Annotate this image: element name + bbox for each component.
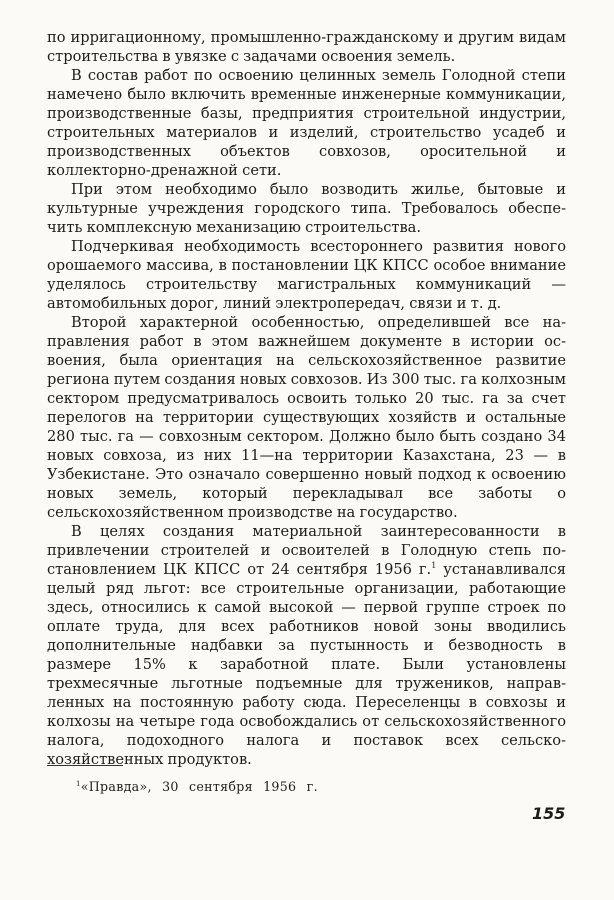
footnote-text: «Правда», 30 сентября 1956 г. <box>80 779 318 794</box>
paragraph-4: Подчеркивая необходимость всестороннего развития нового орошаемого массива, в постановлении ЦК КПСС особое внимание уделялось строительству магистральных коммуникаций — автомобильных дорог, линий электропередач, связи и т. д. <box>47 238 566 312</box>
page-number: 155 <box>532 804 566 823</box>
paragraph-6 <box>47 522 566 769</box>
paragraph-5: Второй характерной особенностью, определившей все направления работ в этом важнейшем документе в истории освоения, была ориентация на сельскохозяйственное развитие региона путем создания новых совхозов. Из 300 тыс. га колхозным сектором предусматривалось освоить только 20 тыс. га за счет перелогов на территории существующих хозяйств и остальные 280 тыс. га — совхозным сектором. Должно было быть создано 34 новых совхоза, из них 11—на территории Казахстана, 23 — в Узбекистане. Это означало совершенно новый подход к освоению новых земель, который перекладывал все заботы о сельскохозяйственном производстве на государство. <box>47 314 566 521</box>
body-text <box>47 28 566 769</box>
paragraph-6-part-1: В целях создания материальной заинтересованности в привлечении строителей и освоителей в Голодную степь постановлением ЦК КПСС от 24 сентября 1956 г. <box>47 523 566 578</box>
paragraph-6-part-2: устанавливался целый ряд льгот: все строительные организации, работающие здесь, относились к самой высокой — первой группе строек по оплате труда, для всех работников новой зоны вводились дополнительные надбавки за пустынность и безводность в размере 15% к заработной плате. Были установлены трехмесячные льготные подъемные для тружеников, направленных на постоянную работу сюда. Переселенцы в совхозы и колхозы на четыре года освобождались от сельскохозяйственного налога, подоходного налога и поставок всех сельскохозяйственных продуктов. <box>47 561 566 768</box>
paragraph-1: по ирригационному, промышленно-гражданскому и другим видам строительства в увязке с задачами освоения земель. <box>47 29 566 65</box>
paragraph-3: При этом необходимо было возводить жилье, бытовые и культурные учреждения городского типа. Требовалось обеспечить комплексную механизацию строительства. <box>47 181 566 236</box>
footnote-reference: 1 <box>431 561 437 571</box>
paragraph-2: В состав работ по освоению целинных земель Голодной степи намечено было включить временные инженерные коммуникации, производственные базы, предприятия строительной индустрии, строительных материалов и изделий, строительство усадеб и производственных объектов совхозов, оросительной и коллекторно-дренажной сети. <box>47 67 566 179</box>
footnote-mark: 1 <box>76 779 81 788</box>
footnote <box>76 779 318 794</box>
footnote-divider <box>47 765 123 766</box>
